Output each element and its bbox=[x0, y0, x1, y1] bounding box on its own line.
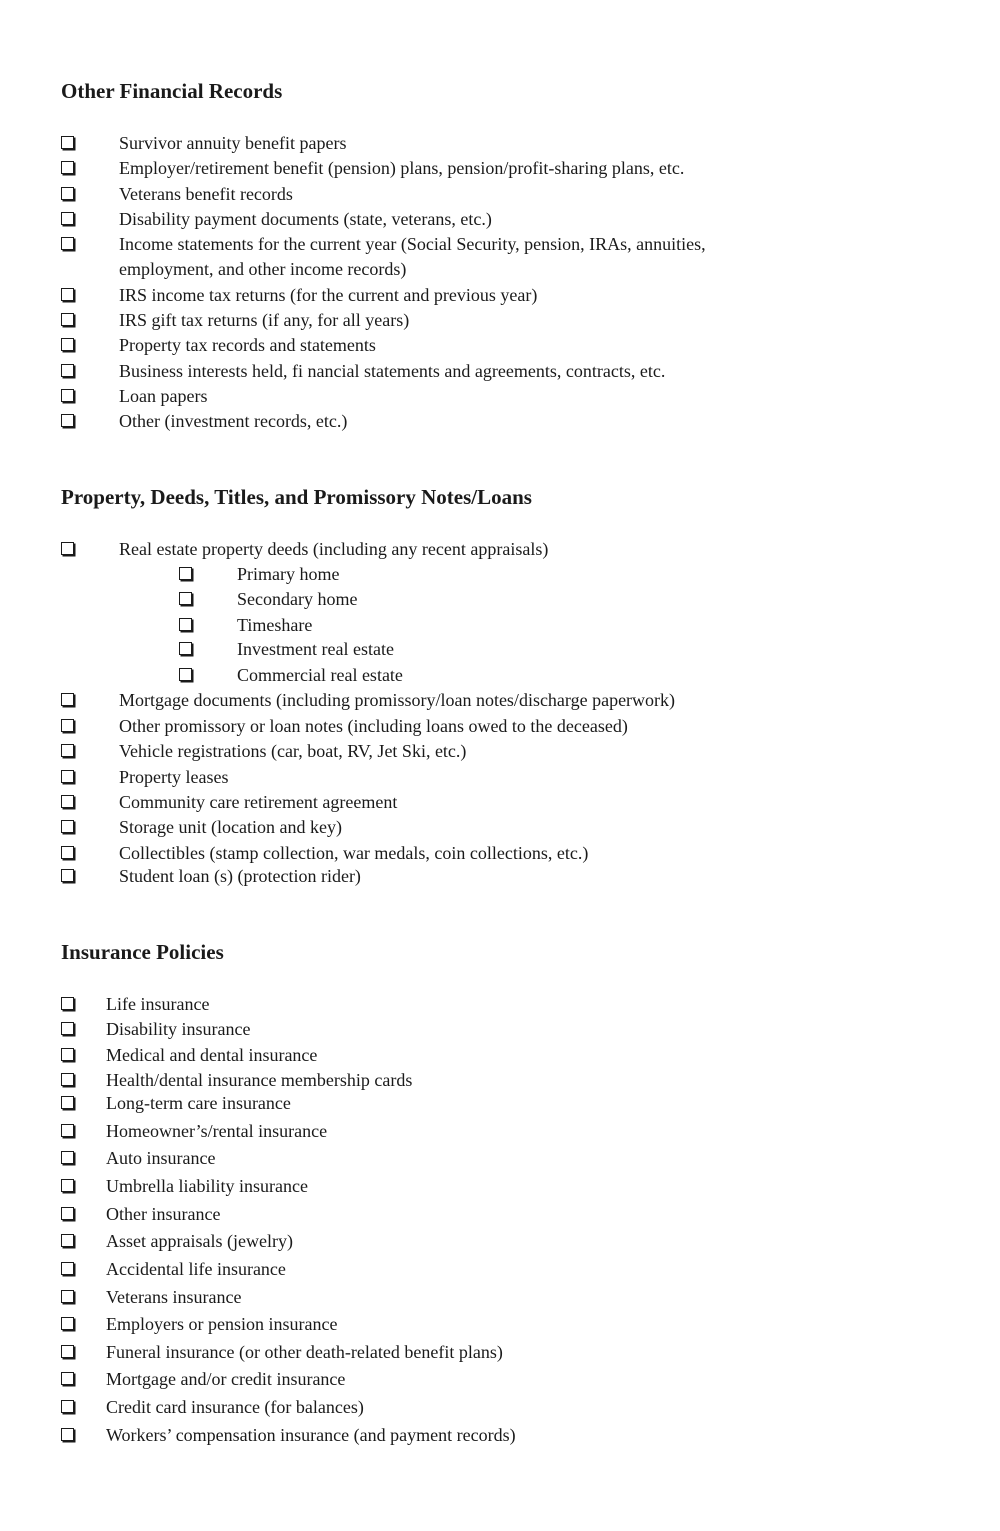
item-label: Student loan (s) (protection rider) bbox=[119, 866, 361, 886]
checkbox-icon[interactable] bbox=[61, 795, 74, 808]
checkbox-icon[interactable] bbox=[61, 1345, 74, 1358]
item-label: Storage unit (location and key) bbox=[119, 817, 342, 837]
checkbox-icon[interactable] bbox=[61, 237, 74, 250]
checkbox-icon[interactable] bbox=[179, 618, 192, 631]
item-label: Health/dental insurance membership cards bbox=[106, 1070, 413, 1090]
item-label: Life insurance bbox=[106, 994, 210, 1014]
section-insurance-policies bbox=[61, 938, 961, 1445]
item-label: Other insurance bbox=[106, 1204, 221, 1224]
checkbox-icon[interactable] bbox=[61, 187, 74, 200]
item-label: Credit card insurance (for balances) bbox=[106, 1397, 364, 1417]
item-label: Primary home bbox=[237, 564, 340, 584]
item-label: Community care retirement agreement bbox=[119, 792, 398, 812]
checkbox-icon[interactable] bbox=[61, 338, 74, 351]
checkbox-icon[interactable] bbox=[61, 313, 74, 326]
item-label: Timeshare bbox=[237, 615, 313, 635]
checkbox-icon[interactable] bbox=[61, 364, 74, 377]
checkbox-icon[interactable] bbox=[61, 1317, 74, 1330]
item-label: Survivor annuity benefit papers bbox=[119, 133, 347, 153]
checkbox-icon[interactable] bbox=[61, 389, 74, 402]
checkbox-icon[interactable] bbox=[61, 1022, 74, 1035]
item-label: Collectibles (stamp collection, war medals, coin collections, etc.) bbox=[119, 843, 589, 863]
item-label: Accidental life insurance bbox=[106, 1259, 286, 1279]
item-label: Secondary home bbox=[237, 589, 358, 609]
item-label: employment, and other income records) bbox=[119, 259, 407, 279]
checkbox-icon[interactable] bbox=[61, 1073, 74, 1086]
checkbox-icon[interactable] bbox=[61, 846, 74, 859]
item-label: Real estate property deeds (including any recent appraisals) bbox=[119, 539, 549, 559]
checkbox-icon[interactable] bbox=[61, 1124, 74, 1137]
item-label: Umbrella liability insurance bbox=[106, 1176, 308, 1196]
item-label: Vehicle registrations (car, boat, RV, Jet Ski, etc.) bbox=[119, 741, 467, 761]
item-label: Employers or pension insurance bbox=[106, 1314, 338, 1334]
item-label: Employer/retirement benefit (pension) plans, pension/profit-sharing plans, etc. bbox=[119, 158, 685, 178]
checkbox-icon[interactable] bbox=[61, 693, 74, 706]
checkbox-icon[interactable] bbox=[61, 288, 74, 301]
item-label: Workers’ compensation insurance (and payment records) bbox=[106, 1425, 516, 1445]
checkbox-icon[interactable] bbox=[61, 1048, 74, 1061]
item-label: Commercial real estate bbox=[237, 665, 403, 685]
checkbox-icon[interactable] bbox=[61, 1096, 74, 1109]
section-title: Property, Deeds, Titles, and Promissory Notes/Loans bbox=[61, 485, 532, 509]
checkbox-icon[interactable] bbox=[61, 1262, 74, 1275]
item-label: Disability payment documents (state, veterans, etc.) bbox=[119, 209, 492, 229]
checkbox-icon[interactable] bbox=[61, 719, 74, 732]
checkbox-icon[interactable] bbox=[61, 212, 74, 225]
checkbox-icon[interactable] bbox=[61, 136, 74, 149]
item-label: Income statements for the current year (Social Security, pension, IRAs, annuities, bbox=[119, 234, 706, 254]
section-title: Other Financial Records bbox=[61, 79, 283, 103]
checkbox-icon[interactable] bbox=[179, 668, 192, 681]
item-label: Asset appraisals (jewelry) bbox=[106, 1231, 293, 1251]
checkbox-icon[interactable] bbox=[61, 997, 74, 1010]
item-label: IRS income tax returns (for the current and previous year) bbox=[119, 285, 538, 305]
checkbox-icon[interactable] bbox=[61, 1428, 74, 1441]
section-property-deeds bbox=[61, 483, 961, 886]
checkbox-icon[interactable] bbox=[61, 1290, 74, 1303]
item-label: Loan papers bbox=[119, 386, 208, 406]
section-other-financial-records bbox=[61, 77, 961, 431]
checkbox-icon[interactable] bbox=[61, 1151, 74, 1164]
item-label: Veterans benefit records bbox=[119, 184, 293, 204]
item-label: Funeral insurance (or other death-related benefit plans) bbox=[106, 1342, 503, 1362]
item-label: Auto insurance bbox=[106, 1148, 216, 1168]
checkbox-icon[interactable] bbox=[179, 592, 192, 605]
item-label: Mortgage and/or credit insurance bbox=[106, 1369, 346, 1389]
checkbox-icon[interactable] bbox=[61, 1207, 74, 1220]
checkbox-icon[interactable] bbox=[61, 414, 74, 427]
checkbox-icon[interactable] bbox=[61, 1372, 74, 1385]
section-title: Insurance Policies bbox=[61, 940, 224, 964]
item-label: Mortgage documents (including promissory/loan notes/discharge paperwork) bbox=[119, 690, 676, 710]
item-label: Long-term care insurance bbox=[106, 1093, 291, 1113]
item-label: Other (investment records, etc.) bbox=[119, 411, 348, 431]
item-label: Property leases bbox=[119, 767, 229, 787]
checkbox-icon[interactable] bbox=[61, 1179, 74, 1192]
checkbox-icon[interactable] bbox=[61, 869, 74, 882]
checkbox-icon[interactable] bbox=[61, 820, 74, 833]
checkbox-icon[interactable] bbox=[61, 1400, 74, 1413]
item-label: Business interests held, fi nancial statements and agreements, contracts, etc. bbox=[119, 361, 666, 381]
checkbox-icon[interactable] bbox=[179, 642, 192, 655]
item-label: Property tax records and statements bbox=[119, 335, 376, 355]
checkbox-icon[interactable] bbox=[61, 770, 74, 783]
checkbox-icon[interactable] bbox=[61, 744, 74, 757]
checkbox-icon[interactable] bbox=[61, 161, 74, 174]
item-label: Disability insurance bbox=[106, 1019, 251, 1039]
checkbox-icon[interactable] bbox=[61, 542, 74, 555]
checkbox-icon[interactable] bbox=[179, 567, 192, 580]
item-label: Other promissory or loan notes (including loans owed to the deceased) bbox=[119, 716, 628, 736]
item-label: Medical and dental insurance bbox=[106, 1045, 318, 1065]
item-label: IRS gift tax returns (if any, for all years) bbox=[119, 310, 410, 330]
item-label: Homeowner’s/rental insurance bbox=[106, 1121, 328, 1141]
item-label: Veterans insurance bbox=[106, 1287, 242, 1307]
checkbox-icon[interactable] bbox=[61, 1234, 74, 1247]
item-label: Investment real estate bbox=[237, 639, 394, 659]
